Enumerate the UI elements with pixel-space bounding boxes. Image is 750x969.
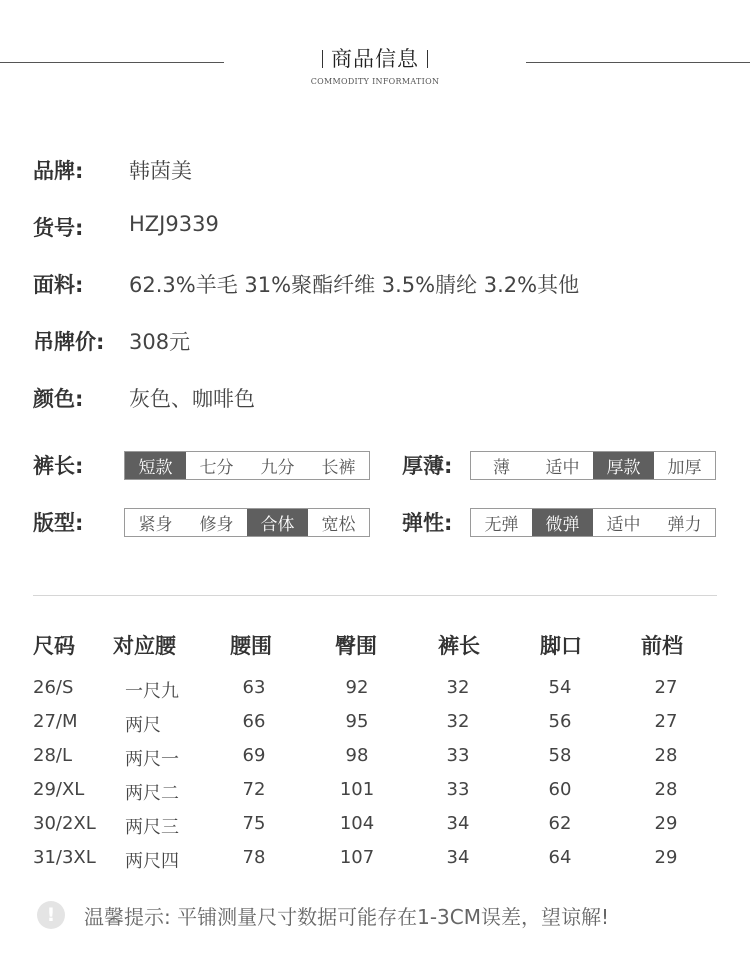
table-cell: 98 (345, 745, 369, 766)
table-cell: 107 (339, 847, 375, 868)
info-value: 韩茵美 (129, 159, 192, 183)
option-group-pants-length (124, 451, 370, 480)
table-cell: 69 (242, 745, 266, 766)
table-header-cell: 对应腰 (113, 634, 176, 658)
table-cell: 两尺一 (125, 749, 179, 770)
info-value: 灰色、咖啡色 (129, 387, 255, 411)
info-label: 吊牌价: (33, 330, 105, 354)
table-row (0, 779, 750, 803)
table-cell: 两尺二 (125, 783, 179, 804)
divider (33, 595, 717, 596)
table-cell: 58 (548, 745, 572, 766)
table-cell: 60 (548, 779, 572, 800)
option-pants-length-0[interactable]: 短款 (125, 452, 186, 479)
option-fit-3[interactable]: 宽松 (321, 515, 356, 535)
table-cell: 56 (548, 711, 572, 732)
table-header-cell: 脚口 (540, 634, 582, 658)
table-cell: 26/S (33, 677, 74, 698)
table-cell: 28/L (33, 745, 72, 766)
info-label: 品牌: (33, 159, 84, 183)
table-cell: 64 (548, 847, 572, 868)
table-cell: 29 (654, 847, 678, 868)
header-line-left (0, 62, 224, 63)
table-header-cell: 臀围 (335, 634, 377, 658)
option-elasticity-3[interactable]: 弹力 (667, 515, 702, 535)
table-header-cell: 尺码 (33, 634, 75, 658)
table-header-cell: 裤长 (438, 634, 480, 658)
option-fit-2[interactable]: 合体 (247, 509, 308, 536)
table-cell: 28 (654, 779, 678, 800)
section-title-text: 商品信息 (331, 47, 419, 71)
option-label-pants-length: 裤长: (33, 454, 84, 478)
table-row (0, 847, 750, 871)
section-header (300, 43, 450, 86)
table-row (0, 677, 750, 701)
table-cell: 62 (548, 813, 572, 834)
table-header-cell: 前档 (641, 634, 683, 658)
table-cell: 31/3XL (33, 847, 96, 868)
option-label-elasticity: 弹性: (402, 511, 453, 535)
table-cell: 75 (242, 813, 266, 834)
option-label-fit: 版型: (33, 511, 84, 535)
table-cell: 104 (339, 813, 375, 834)
table-cell: 32 (446, 677, 470, 698)
table-cell: 28 (654, 745, 678, 766)
table-cell: 72 (242, 779, 266, 800)
table-cell: 92 (345, 677, 369, 698)
table-cell: 33 (446, 779, 470, 800)
table-row (0, 745, 750, 769)
title-bar-right (427, 50, 428, 68)
table-header-cell: 腰围 (230, 634, 272, 658)
section-subtitle: COMMODITY INFORMATION (310, 77, 440, 86)
table-cell: 34 (446, 847, 470, 868)
option-group-fit (124, 508, 370, 537)
header-line-right (526, 62, 750, 63)
tip-text: 温馨提示: 平铺测量尺寸数据可能存在1-3CM误差，望谅解! (84, 905, 609, 929)
exclamation-icon: ! (37, 901, 65, 929)
info-value: 62.3%羊毛 31%聚酯纤维 3.5%腈纶 3.2%其他 (129, 273, 580, 297)
table-cell: 101 (339, 779, 375, 800)
table-cell: 一尺九 (125, 681, 179, 702)
option-group-thickness (470, 451, 716, 480)
table-cell: 27/M (33, 711, 78, 732)
option-fit-1[interactable]: 修身 (199, 515, 234, 535)
option-pants-length-3[interactable]: 长裤 (321, 458, 356, 478)
info-value: HZJ9339 (129, 212, 219, 236)
table-cell: 27 (654, 711, 678, 732)
table-cell: 78 (242, 847, 266, 868)
table-cell: 34 (446, 813, 470, 834)
table-cell: 29 (654, 813, 678, 834)
table-row (0, 813, 750, 837)
option-elasticity-1[interactable]: 微弹 (532, 509, 593, 536)
table-cell: 54 (548, 677, 572, 698)
table-cell: 两尺四 (125, 851, 179, 872)
option-elasticity-0[interactable]: 无弹 (484, 515, 519, 535)
info-label: 货号: (33, 216, 84, 240)
option-group-elasticity (470, 508, 716, 537)
option-thickness-1[interactable]: 适中 (545, 458, 580, 478)
table-cell: 29/XL (33, 779, 85, 800)
option-thickness-0[interactable]: 薄 (493, 458, 510, 478)
table-row (0, 711, 750, 735)
table-cell: 两尺 (125, 715, 161, 736)
option-thickness-2[interactable]: 厚款 (593, 452, 654, 479)
table-cell: 32 (446, 711, 470, 732)
table-cell: 33 (446, 745, 470, 766)
table-cell: 27 (654, 677, 678, 698)
table-cell: 63 (242, 677, 266, 698)
option-fit-0[interactable]: 紧身 (138, 515, 173, 535)
table-cell: 30/2XL (33, 813, 96, 834)
option-pants-length-1[interactable]: 七分 (199, 458, 234, 478)
table-cell: 两尺三 (125, 817, 179, 838)
table-cell: 66 (242, 711, 266, 732)
table-cell: 95 (345, 711, 369, 732)
section-title (300, 43, 450, 73)
option-label-thickness: 厚薄: (402, 454, 453, 478)
info-label: 面料: (33, 273, 84, 297)
option-elasticity-2[interactable]: 适中 (606, 515, 641, 535)
title-bar-left (322, 50, 323, 68)
info-value: 308元 (129, 330, 191, 354)
info-label: 颜色: (33, 387, 84, 411)
option-thickness-3[interactable]: 加厚 (667, 458, 702, 478)
option-pants-length-2[interactable]: 九分 (260, 458, 295, 478)
